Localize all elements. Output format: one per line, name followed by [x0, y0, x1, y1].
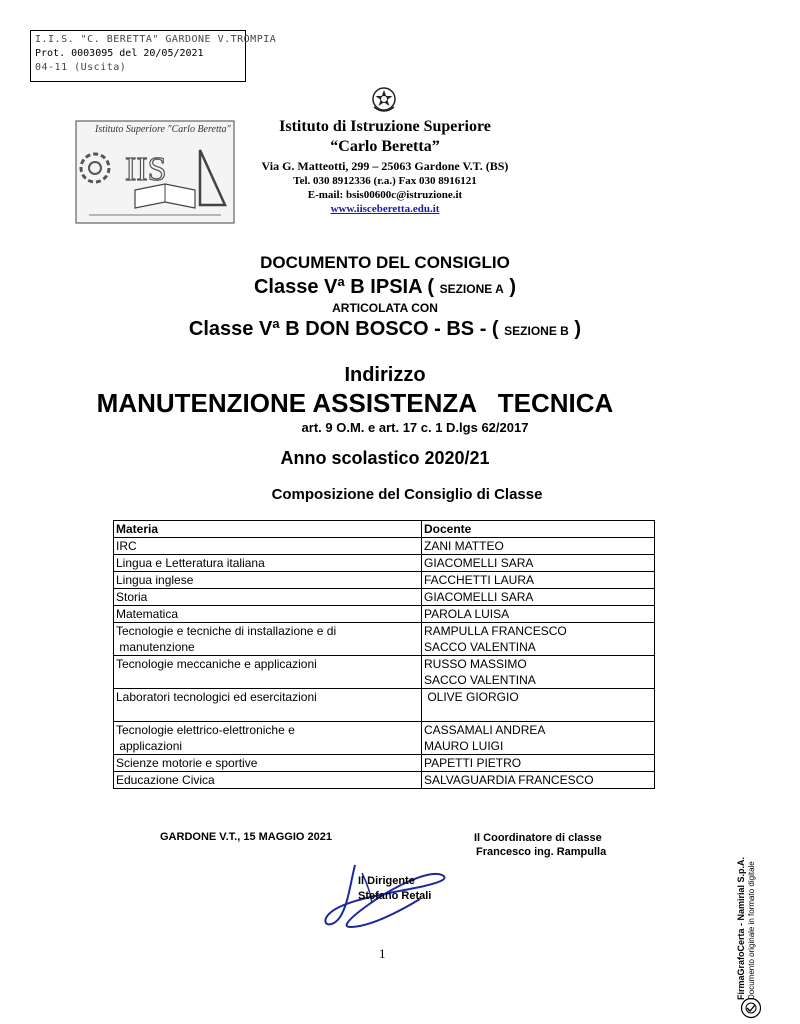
document-title: DOCUMENTO DEL CONSIGLIO [260, 253, 510, 272]
subject-line [116, 705, 419, 721]
articulated-label: ARTICOLATA CON [332, 301, 438, 315]
teacher-line: SACCO VALENTINA [424, 673, 536, 687]
subject-line: Tecnologie meccaniche e applicazioni [116, 657, 317, 671]
teacher-line: RAMPULLA FRANCESCO [424, 624, 567, 638]
digital-seal-icon [740, 997, 762, 1019]
teacher-cell [422, 623, 655, 656]
legal-reference: art. 9 O.M. e art. 17 c. 1 D.lgs 62/2017 [301, 420, 529, 435]
principal-block [358, 874, 431, 904]
header-materia: Materia [114, 521, 422, 538]
subject-line: Scienze motorie e sportive [116, 756, 258, 770]
teacher-cell [422, 572, 655, 589]
subject-line: Educazione Civica [116, 773, 215, 787]
class-2-heading [0, 318, 770, 341]
council-table [113, 520, 655, 789]
school-year: Anno scolastico 2020/21 [280, 448, 490, 468]
subject-cell [114, 755, 422, 772]
institute-header [230, 117, 540, 216]
institute-logo [75, 120, 235, 224]
principal-label: Il Dirigente [358, 875, 415, 887]
institute-website-link[interactable]: www.iisceberetta.edu.it [330, 203, 440, 215]
table-row [114, 656, 655, 689]
teacher-line: PAPETTI PIETRO [424, 756, 522, 770]
subject-line [116, 672, 419, 688]
composition-title: Composizione del Consiglio di Classe [271, 486, 543, 503]
subject-cell [114, 606, 422, 623]
subject-cell [114, 555, 422, 572]
protocol-stamp [30, 30, 277, 82]
stamp-line-3: 04-11 (Uscita) [35, 62, 127, 73]
subject-cell [114, 689, 422, 722]
indirizzo-title: MANUTENZIONE ASSISTENZA TECNICA [96, 388, 614, 418]
teacher-cell [422, 555, 655, 572]
subject-line: manutenzione [116, 640, 195, 654]
institute-name: Istituto di Istruzione Superiore [279, 118, 491, 135]
subject-cell [114, 656, 422, 689]
teacher-cell [422, 538, 655, 555]
teacher-line: SALVAGUARDIA FRANCESCO [424, 773, 594, 787]
table-row [114, 589, 655, 606]
class-2-main: Classe Vª B DON BOSCO - BS - ( [188, 318, 499, 340]
teacher-line: ZANI MATTEO [424, 539, 504, 553]
class-1-main: Classe Vª B IPSIA ( [253, 276, 435, 298]
institute-email: E-mail: bsis00600c@istruzione.it [307, 189, 463, 201]
table-row [114, 772, 655, 789]
indirizzo-label: Indirizzo [344, 364, 426, 386]
subject-line: Tecnologie e tecniche di installazione e di [116, 624, 337, 638]
logo-text: Istituto Superiore "Carlo Beretta" [95, 124, 231, 135]
subject-cell [114, 538, 422, 555]
digital-signature-text [736, 850, 764, 1000]
teacher-cell [422, 589, 655, 606]
principal-name: Stefano Retali [358, 890, 432, 902]
teacher-cell [422, 656, 655, 689]
teacher-cell [422, 722, 655, 755]
digital-signature-provider: FirmaGrafoCerta - Namirial S.p.A. [736, 856, 746, 1000]
subject-cell [114, 772, 422, 789]
subject-line: Matematica [116, 607, 179, 621]
subject-line: Laboratori tecnologici ed esercitazioni [116, 690, 317, 704]
institute-subname: “Carlo Beretta” [330, 138, 440, 155]
stamp-line-2: Prot. 0003095 del 20/05/2021 [35, 48, 204, 59]
place-date: GARDONE V.T., 15 MAGGIO 2021 [160, 831, 332, 843]
digital-signature-note: Documento originale in formato digitale [747, 861, 756, 1000]
teacher-line: PAROLA LUISA [424, 607, 510, 621]
subject-line: Lingua inglese [116, 573, 194, 587]
teacher-line: OLIVE GIORGIO [424, 690, 519, 704]
teacher-line: GIACOMELLI SARA [424, 590, 534, 604]
digital-signature-mark [736, 850, 766, 1020]
coordinator-label: Il Coordinatore di classe [474, 832, 602, 844]
class-1-close: ) [509, 276, 517, 298]
subject-cell [114, 722, 422, 755]
class-2-section: SEZIONE B [504, 324, 569, 338]
teacher-line [424, 705, 652, 721]
subject-line: IRC [116, 539, 137, 553]
teacher-line: SACCO VALENTINA [424, 640, 536, 654]
subject-cell [114, 589, 422, 606]
institute-phone: Tel. 030 8912336 (r.a.) Fax 030 8916121 [293, 175, 477, 187]
table-header-row [114, 521, 655, 538]
teacher-line: MAURO LUIGI [424, 739, 504, 753]
table-row [114, 755, 655, 772]
teacher-line: CASSAMALI ANDREA [424, 723, 546, 737]
subject-line: Lingua e Letteratura italiana [116, 556, 265, 570]
subject-cell [114, 623, 422, 656]
teacher-line: RUSSO MASSIMO [424, 657, 527, 671]
table-row [114, 623, 655, 656]
teacher-cell [422, 772, 655, 789]
table-row [114, 572, 655, 589]
table-row [114, 538, 655, 555]
class-1-section: SEZIONE A [439, 282, 504, 296]
svg-text:IIS: IIS [125, 151, 167, 188]
teacher-line: GIACOMELLI SARA [424, 556, 534, 570]
republic-emblem-icon [370, 85, 398, 115]
teacher-cell [422, 606, 655, 623]
subject-line: applicazioni [116, 739, 183, 753]
table-row [114, 555, 655, 572]
teacher-cell [422, 755, 655, 772]
class-1-heading [0, 276, 770, 299]
page-number: 1 [379, 946, 386, 961]
institute-address: Via G. Matteotti, 299 – 25063 Gardone V.T. (BS) [261, 159, 509, 173]
header-docente: Docente [422, 521, 655, 538]
subject-cell [114, 572, 422, 589]
coordinator-block [474, 831, 606, 859]
stamp-line-1: I.I.S. "C. BERETTA" GARDONE V.TROMPIA [35, 34, 277, 45]
table-row [114, 606, 655, 623]
table-row [114, 689, 655, 722]
coordinator-name: Francesco ing. Rampulla [476, 846, 607, 858]
subject-line: Storia [116, 590, 148, 604]
class-2-close: ) [574, 318, 582, 340]
teacher-cell [422, 689, 655, 722]
council-table-body [114, 538, 655, 789]
teacher-line: FACCHETTI LAURA [424, 573, 535, 587]
subject-line: Tecnologie elettrico-elettroniche e [116, 723, 295, 737]
table-row [114, 722, 655, 755]
